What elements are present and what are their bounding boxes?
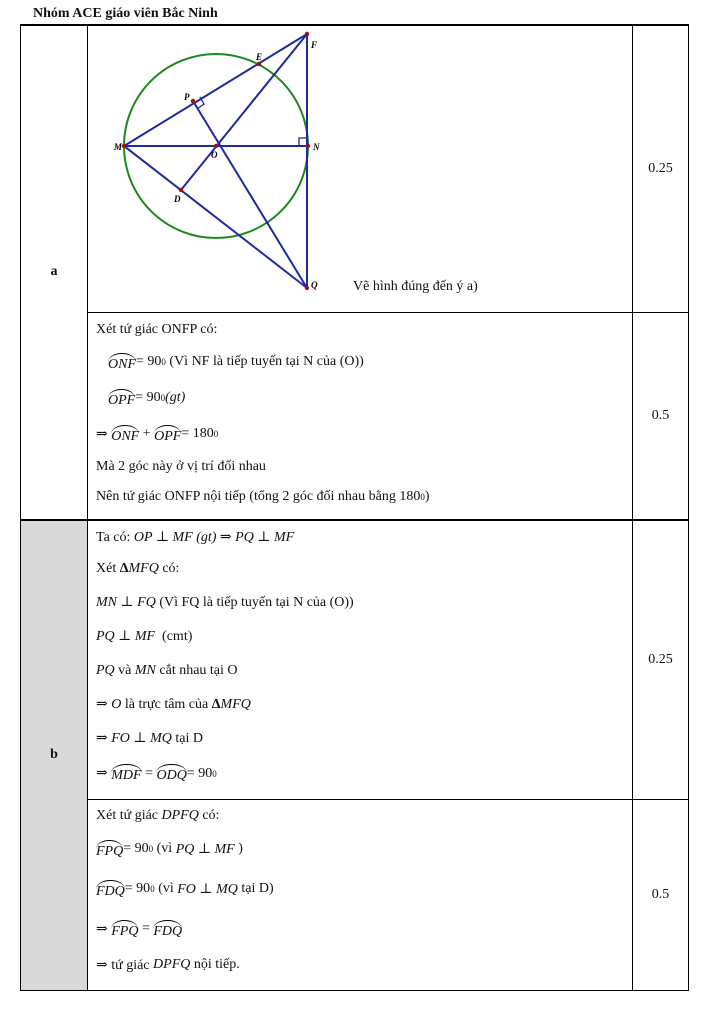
b1-line-5: PQ và MN cắt nhau tại O	[96, 662, 238, 678]
page-header: Nhóm ACE giáo viên Bắc Ninh	[33, 6, 218, 21]
point-f	[305, 32, 309, 36]
point-q	[305, 286, 309, 290]
angle-onf: ONF	[108, 352, 136, 373]
label-q: Q	[311, 280, 318, 290]
b1-line-8: ⇒ MDF = ODQ = 90 0	[96, 756, 624, 792]
label-m: M	[114, 142, 123, 152]
point-d	[179, 188, 183, 192]
b1-line-2: Xét Δ MFQ có:	[96, 560, 180, 576]
b1-line-6: ⇒ O là trực tâm của Δ MFQ	[96, 696, 251, 712]
b2-line-4: ⇒ tứ giác DPFQ nội tiếp.	[96, 957, 240, 973]
part-b-label: b	[21, 520, 88, 991]
label-e: E	[256, 52, 263, 62]
label-n: N	[313, 142, 320, 152]
a2-line-1: ONF = 90 0 (Vì NF là tiếp tuyến tại N của (O))	[96, 344, 624, 380]
point-e	[257, 62, 261, 66]
segment-mq	[124, 146, 307, 288]
b1-line-4: PQ ⊥ MF (cmt)	[96, 628, 193, 644]
label-f: F	[311, 40, 318, 50]
score-a1: 0.25	[633, 25, 689, 313]
point-n	[306, 144, 310, 148]
b1-line-3: MN ⊥ FQ (Vì FQ là tiếp tuyến tại N của (O))	[96, 594, 354, 610]
proof-b1	[88, 520, 633, 800]
b2-intro: Xét tứ giác DPFQ có:	[96, 808, 220, 823]
label-d: D	[174, 194, 181, 204]
label-p: P	[184, 92, 190, 102]
part-a-label: a	[21, 25, 88, 520]
score-a2: 0.5	[633, 313, 689, 520]
b1-line-7: ⇒ FO ⊥ MQ tại D	[96, 730, 203, 746]
right-angle-n	[299, 138, 307, 146]
solution-table	[20, 24, 689, 991]
score-b2: 0.5	[633, 800, 689, 991]
geometry-figure	[88, 26, 633, 312]
angle-opf: OPF	[108, 388, 135, 409]
a2-intro: Xét tứ giác ONFP có:	[96, 322, 218, 337]
proof-a2	[88, 313, 633, 520]
segment-pq	[193, 101, 307, 288]
a2-line-4: Mà 2 góc này ở vị trí đối nhau	[96, 459, 266, 474]
b2-line-1: FPQ = 90 0 (vì PQ ⊥ MF )	[96, 829, 624, 869]
point-o	[214, 144, 218, 148]
label-o: O	[211, 150, 218, 160]
score-b1: 0.25	[633, 520, 689, 800]
a2-line-2: OPF = 90 0 (gt)	[96, 380, 624, 416]
a2-line-3: ⇒ ONF + OPF = 180 0	[96, 416, 624, 452]
figure-caption: Vẽ hình đúng đến ý a)	[353, 279, 478, 294]
proof-b2	[88, 800, 633, 991]
point-m	[122, 144, 126, 148]
b2-line-3: ⇒ FPQ = FDQ	[96, 909, 624, 949]
b2-line-2: FDQ = 90 0 (vì FO ⊥ MQ tại D)	[96, 869, 624, 909]
figure-cell	[88, 25, 633, 313]
b1-line-1: Ta có: OP ⊥ MF (gt) ⇒ PQ ⊥ MF	[96, 529, 295, 545]
a2-line-5: Nên tứ giác ONFP nội tiếp (tổng 2 góc đối nhau bằng 180 0 )	[96, 489, 430, 504]
segment-mf	[124, 34, 307, 146]
point-p	[191, 99, 195, 103]
